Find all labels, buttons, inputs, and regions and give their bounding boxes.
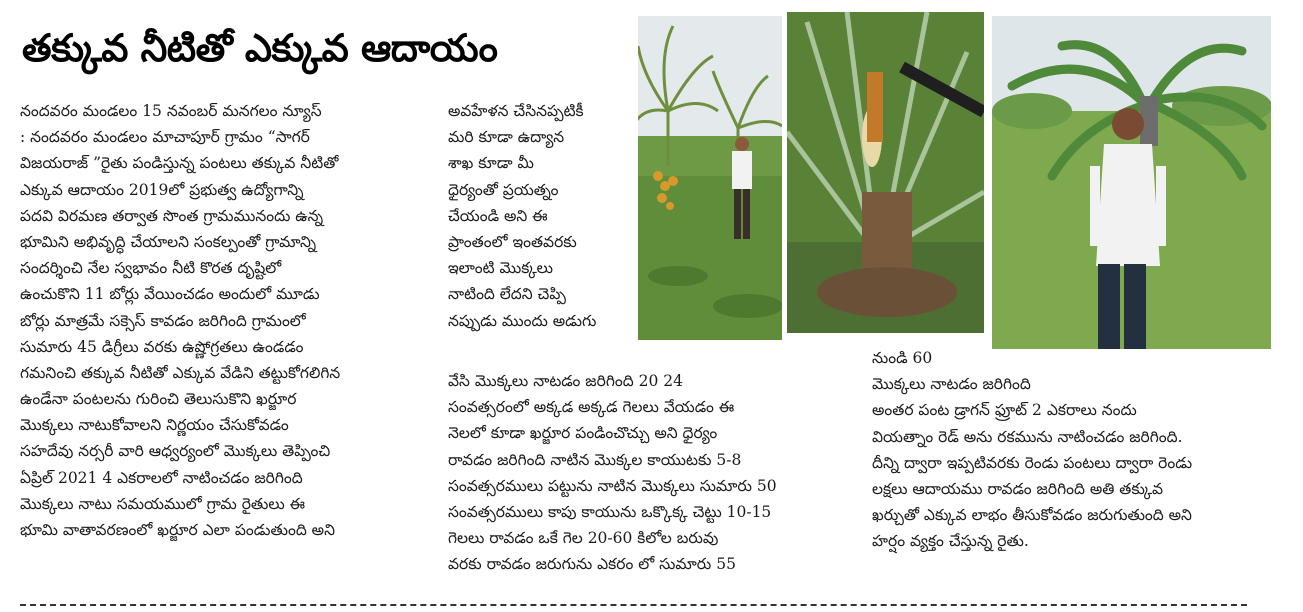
headline: తక్కువ నీటితో ఎక్కువ ఆదాయం [22,26,498,70]
text-line: చేయండి అని ఈ [448,206,548,225]
photo-date-palm-farm [638,16,782,340]
text-line: అవహేళన చేసినప్పటికీ [448,102,584,120]
text-line: నాటింది లేదని చెప్పి [448,285,566,304]
article-column-3 [872,345,1292,555]
photo-farmer-dragon-fruit [992,16,1271,349]
text-line: దీన్ని ద్వారా ఇప్పటివరకు రెండు పంటలు ద్వారా రెండు [872,453,1193,472]
text-line: సందర్శించి నేల స్వభావం నీటి కొరత దృష్టిలో [20,259,282,278]
text-line: సంవత్సరంలో అక్కడ అక్కడ గెలలు వేయడం ఈ [448,398,735,417]
text-line: ఇలాంటి మొక్కలు [448,259,553,278]
text-line: నెలలో కూడా ఖర్జూర పండించొచ్చు అని ధైర్యం [448,424,718,443]
text-line: ఉంచుకొని 11 బోర్లు వేయించడం అందులో మూడు [20,285,320,304]
text-line: ఎక్కువ ఆదాయం 2019లో ప్రభుత్వ ఉద్యోగాన్ని [20,180,304,199]
text-line: మొక్కలు నాటు సమయములో గ్రామ రైతులు ఈ [20,494,306,513]
text-line: బోర్లు మాత్రమే సక్సెస్ కావడం జరిగింది గ్రామంలో [20,311,306,330]
text-line: ఉండేనా పంటలను గురించి తెలుసుకొని ఖర్జూర [20,390,297,409]
text-line: అంతర పంట డ్రాగన్ ఫ్రూట్ 2 ఎకరాలు నందు [872,401,1137,420]
text-line: మొక్కలు నాటుకోవాలని నిర్ణయం చేసుకోవడం [20,416,289,435]
text-line: గెలలు రావడం ఒకే గెల 20-60 కిలోల బరువు [448,529,719,548]
article-column-1 [20,98,445,543]
text-line: వేసి మొక్కలు నాటడం జరిగింది 20 24 [448,372,683,390]
text-line: : నందవరం మండలం మాచాపూర్ గ్రామం “సాగర్ [20,128,310,147]
text-line: ఏప్రిల్ 2021 4 ఎకరాలలో నాటించడం జరిగింది [20,468,303,487]
text-line: సంవత్సరములు కాపు కాయును ఒక్కొక్క చెట్టు 10-15 [448,502,772,521]
dashed-divider [20,604,1247,606]
text-line: మరి కూడా ఉద్యాన [448,128,565,147]
text-line: నందవరం మండలం 15 నవంబర్ మనగలం న్యూస్ [20,102,322,120]
text-line: నప్పుడు ముందు అడుగు [448,311,597,330]
text-line: నుండి 60 [872,349,933,367]
photo-date-palm-closeup [787,12,984,333]
text-line: సహదేవు నర్సరీ వారి ఆధ్వర్యంలో మొక్కలు తెప్పించి [20,442,331,461]
text-line: ఖర్చుతో ఎక్కువ లాభం తీసుకోవడం జరుగుతుంది అని [872,506,1192,525]
text-line: వియత్నాం రెడ్ అను రకమును నాటించడం జరిగింది. [872,427,1183,446]
text-line: సుమారు 45 డిగ్రీలు వరకు ఉష్ణోగ్రతలు ఉండడం [20,337,304,356]
text-line: ధైర్యంతో ప్రయత్నం [448,180,559,199]
text-line: వరకు రావడం జరుగును ఎకరం లో సుమారు 55 [448,555,736,574]
text-line: భూమి వాతావరణంలో ఖర్జూర ఎలా పండుతుంది అని [20,521,335,539]
text-line: రావడం జరిగింది నాటిన మొక్కల కాయుటకు 5-8 [448,450,742,469]
text-line: పదవి విరమణ తర్వాత సొంత గ్రామమునందు ఉన్న [20,206,324,225]
article-column-2-continued [448,368,858,578]
text-line: శాఖ కూడా మీ [448,154,534,173]
text-line: హర్షం వ్యక్తం చేస్తున్న రైతు. [872,532,1029,551]
text-line: ప్రాంతంలో ఇంతవరకు [448,232,577,251]
text-line: సంవత్సరములు పట్టును నాటిన మొక్కలు సుమారు 50 [448,476,777,495]
text-line: లక్షలు ఆదాయము రావడం జరిగింది అతి తక్కువ [872,479,1164,498]
text-line: మొక్కలు నాటడం జరిగింది [872,375,1031,394]
text-line: భూమిని అభివృద్ధి చేయాలని సంకల్పంతో గ్రామాన్ని [20,232,317,251]
text-line: విజయరాజ్ ”రైతు పండిస్తున్న పంటలు తక్కువ నీటితో [20,154,339,173]
text-line: గమనించి తక్కువ నీటితో ఎక్కువ వేడిని తట్టుకోగలిగిన [20,363,341,382]
